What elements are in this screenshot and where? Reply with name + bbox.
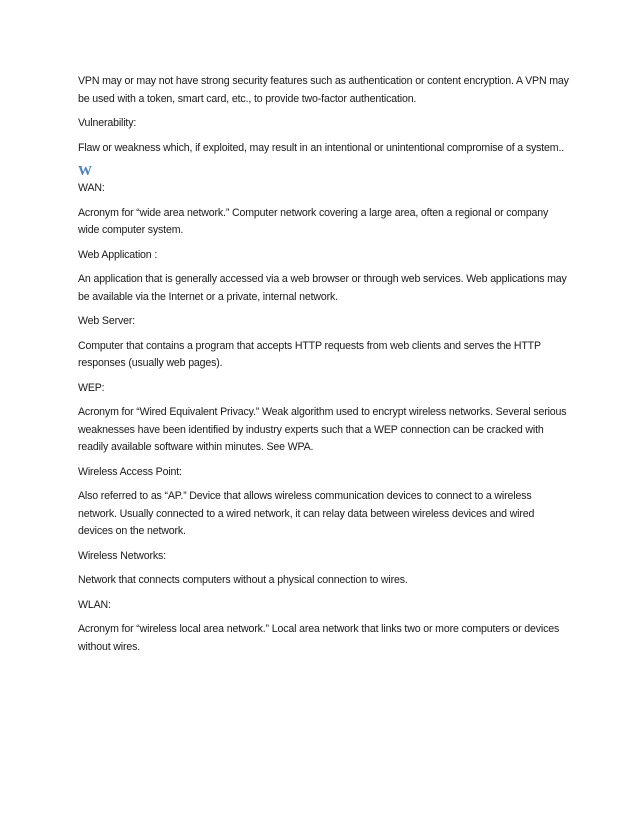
term-wireless-access-point: Wireless Access Point: xyxy=(78,465,182,478)
paragraph-web-server-definition: Computer that contains a program that accepts HTTP requests from web clients and serves the HTTP responses (usually web pages). xyxy=(78,339,541,369)
term-wlan: WLAN: xyxy=(78,598,111,611)
term-wep: WEP: xyxy=(78,381,105,394)
term-wan: WAN: xyxy=(78,182,105,194)
paragraph-wep-definition: Acronym for “Wired Equivalent Privacy.” Weak algorithm used to encrypt wireless networks. Several serious weaknesses have been identified by industry experts such that a WEP connection can be cracked with readily available software within minutes. See WPA. xyxy=(78,406,567,453)
term-vulnerability: Vulnerability: xyxy=(78,117,137,129)
paragraph-vulnerability-definition: Flaw or weakness which, if exploited, may result in an intentional or unintentional compromise of a system.. xyxy=(78,141,565,154)
term-web-server: Web Server: xyxy=(78,315,136,327)
document-body xyxy=(78,73,570,663)
term-web-application: Web Application : xyxy=(78,248,158,261)
paragraph-vpn-definition: VPN may or may not have strong security features such as authentication or content encryption. A VPN may be used with a token, smart card, etc., to provide two-factor authentication. xyxy=(78,75,569,105)
paragraph-wireless-networks-definition: Network that connects computers without a physical connection to wires. xyxy=(78,574,408,586)
paragraph-wan-definition: Acronym for “wide area network.” Computer network covering a large area, often a regional or company wide computer system. xyxy=(78,206,549,236)
paragraph-wlan-definition: Acronym for “wireless local area network.” Local area network that links two or more computers or devices without wires. xyxy=(78,623,560,653)
section-letter-heading: W xyxy=(78,164,92,179)
term-wireless-networks: Wireless Networks: xyxy=(78,549,166,562)
paragraph-wireless-access-point-definition: Also referred to as “AP.” Device that allows wireless communication devices to connect to a wireless network. Usually connected to a wired network, it can relay data between wireless devices and wired devices on the network. xyxy=(78,490,535,537)
paragraph-web-application-definition: An application that is generally accessed via a web browser or through web services. Web applications may be available via the Internet or a private, internal network. xyxy=(78,273,567,303)
